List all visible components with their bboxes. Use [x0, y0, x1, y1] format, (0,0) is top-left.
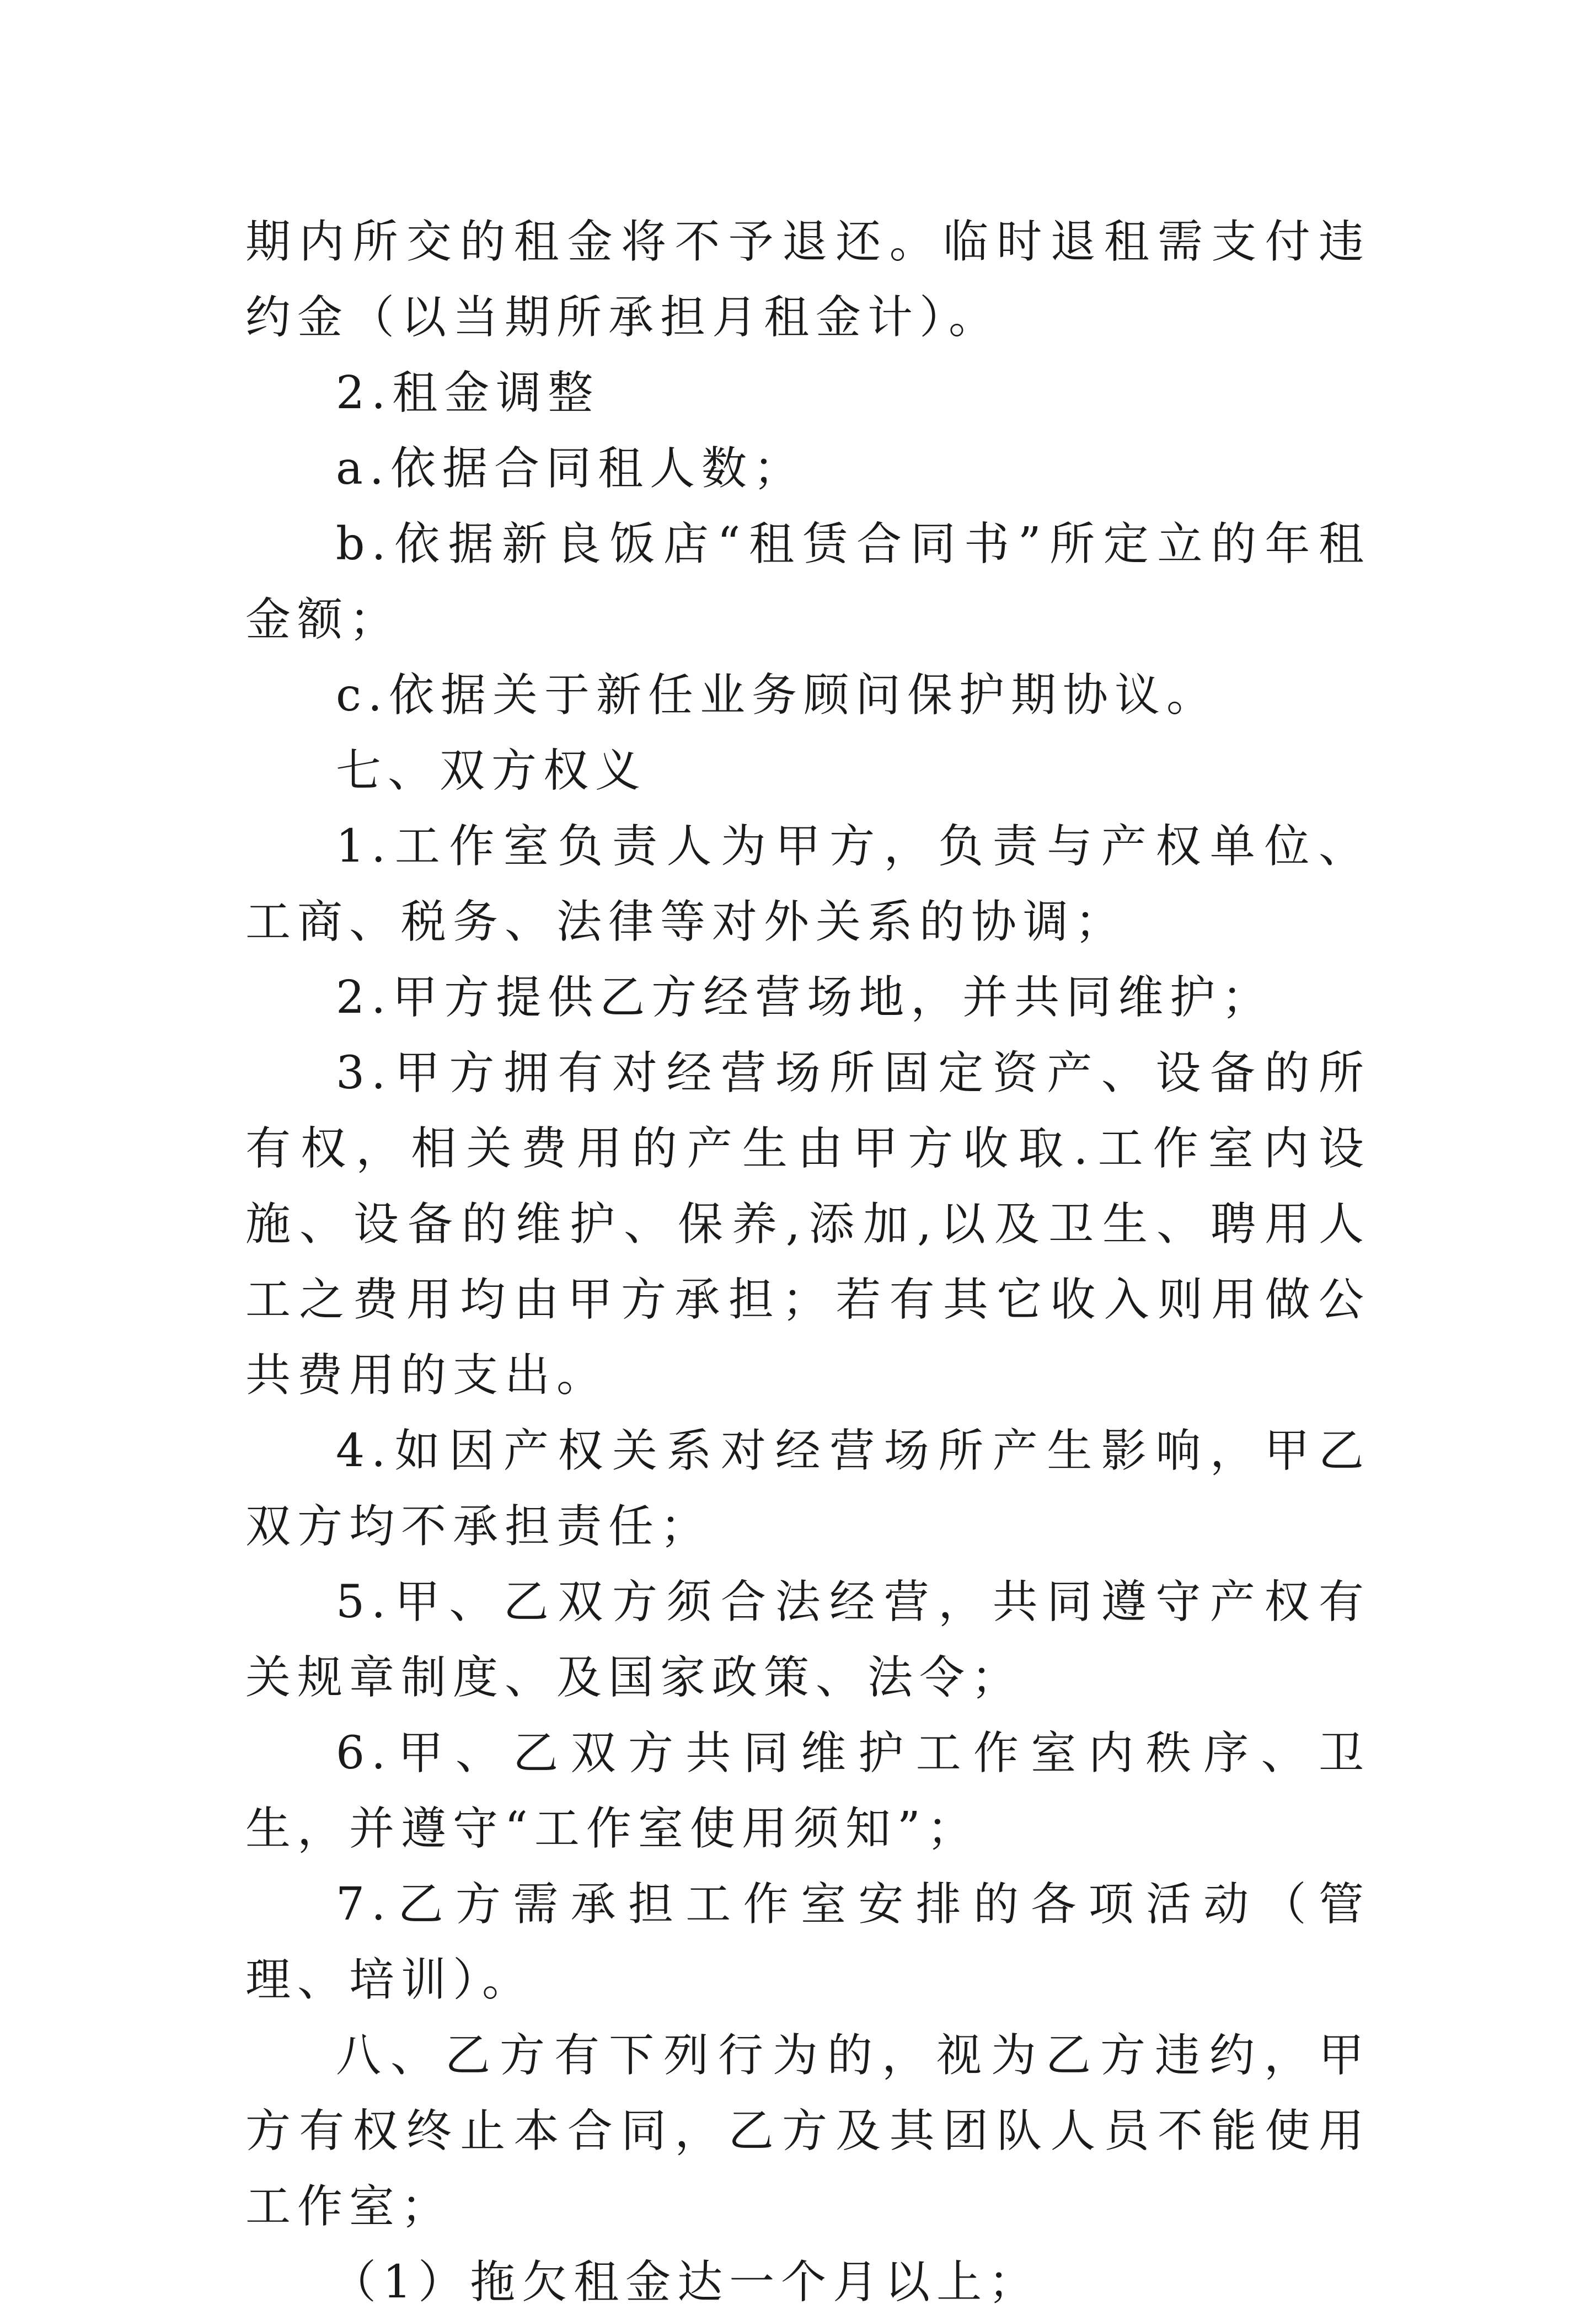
- section-heading-rights: 七、双方权义: [336, 745, 647, 797]
- paragraph-rights-7: 7.乙方需承担工作室安排的各项活动（管理、培训）。: [245, 1878, 1370, 2006]
- paragraph-rent-adjustment-c: c.依据关于新任业务顾问保护期协议。: [336, 669, 1218, 721]
- paragraph-rights-2: 2.甲方提供乙方经营场地，并共同维护；: [336, 971, 1274, 1024]
- paragraph-rights-4: 4.如因产权关系对经营场所产生影响，甲乙双方均不承担责任；: [245, 1425, 1370, 1553]
- paragraph-rights-6: 6.甲、乙双方共同维护工作室内秩序、卫生，并遵守“工作室使用须知”；: [245, 1727, 1370, 1855]
- paragraph-rights-1: 1.工作室负责人为甲方，负责与产权单位、工商、税务、法律等对外关系的协调；: [245, 820, 1370, 948]
- paragraph-refund-continuation: 期内所交的租金将不予退还。临时退租需支付违约金（以当期所承担月租金计）。: [245, 216, 1370, 344]
- paragraph-rights-5: 5.甲、乙双方须合法经营，共同遵守产权有关规章制度、及国家政策、法令；: [245, 1576, 1370, 1704]
- paragraph-rent-adjustment-a: a.依据合同租人数；: [336, 442, 805, 495]
- paragraph-rent-adjustment-b: b.依据新良饭店“租赁合同书”所定立的年租金额；: [245, 518, 1370, 646]
- paragraph-rent-adjustment-heading: 2.租金调整: [336, 367, 600, 419]
- section-heading-breach: 八、乙方有下列行为的，视为乙方违约，甲方有权终止本合同，乙方及其团队人员不能使用工作室；: [245, 2029, 1370, 2233]
- paragraph-breach-1: （1）拖欠租金达一个月以上；: [331, 2256, 1041, 2308]
- document-body: [245, 204, 1370, 2320]
- paragraph-rights-3: 3.甲方拥有对经营场所固定资产、设备的所有权，相关费用的产生由甲方收取.工作室内设施、设备的维护、保养,添加,以及卫生、聘用人工之费用均由甲方承担；若有其它收入则用做公共费用的支出。: [245, 1047, 1370, 1402]
